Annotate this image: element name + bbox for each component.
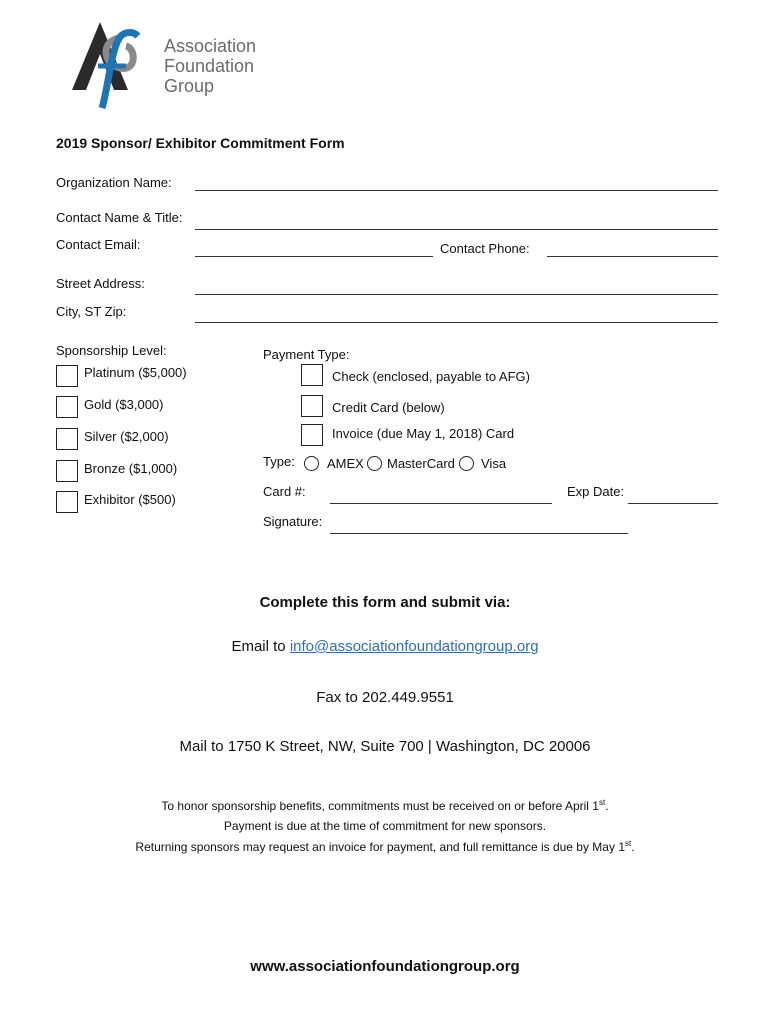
note-line-1-end: . bbox=[605, 799, 609, 813]
logo-text-line1: Association bbox=[164, 36, 257, 56]
payment-type-heading: Payment Type: bbox=[263, 347, 350, 362]
platinum-checkbox[interactable] bbox=[56, 365, 78, 387]
signature-field[interactable] bbox=[330, 533, 628, 534]
note-line-3-text: Returning sponsors may request an invoice for payment, and full remittance is due by May 1 bbox=[135, 840, 625, 854]
credit-card-checkbox[interactable] bbox=[301, 395, 323, 417]
amex-label: AMEX bbox=[327, 456, 364, 471]
platinum-label: Platinum ($5,000) bbox=[84, 365, 187, 380]
note-line-1-text: To honor sponsorship benefits, commitments must be received on or before April 1 bbox=[161, 799, 599, 813]
exp-date-label: Exp Date: bbox=[567, 484, 625, 499]
city-state-zip-field[interactable] bbox=[195, 322, 718, 323]
logo bbox=[62, 18, 272, 113]
contact-phone-field[interactable] bbox=[547, 256, 718, 257]
invoice-label: Invoice (due May 1, 2018) Card bbox=[332, 426, 515, 441]
bronze-checkbox[interactable] bbox=[56, 460, 78, 482]
bronze-label: Bronze ($1,000) bbox=[84, 461, 178, 476]
exhibitor-checkbox[interactable] bbox=[56, 491, 78, 513]
silver-checkbox[interactable] bbox=[56, 428, 78, 450]
invoice-checkbox[interactable] bbox=[301, 424, 323, 446]
mastercard-label: MasterCard bbox=[387, 456, 455, 471]
card-type-label: Type: bbox=[263, 454, 295, 469]
email-prefix: Email to bbox=[231, 638, 290, 655]
fax-line: Fax to 202.449.9551 bbox=[316, 689, 454, 706]
note-line-2: Payment is due at the time of commitment for new sponsors. bbox=[223, 819, 547, 833]
sponsorship-level-heading: Sponsorship Level: bbox=[56, 343, 167, 358]
organization-field[interactable] bbox=[195, 190, 718, 191]
visa-radio[interactable] bbox=[459, 456, 474, 471]
email-link[interactable]: info@associationfoundationgroup.org bbox=[289, 638, 539, 655]
exhibitor-label: Exhibitor ($500) bbox=[84, 492, 176, 507]
submit-heading: Complete this form and submit via: bbox=[259, 594, 511, 611]
amex-radio[interactable] bbox=[304, 456, 319, 471]
website-footer[interactable]: www.associationfoundationgroup.org bbox=[250, 958, 520, 975]
visa-label: Visa bbox=[481, 456, 507, 471]
silver-label: Silver ($2,000) bbox=[84, 429, 169, 444]
contact-name-field[interactable] bbox=[195, 229, 718, 230]
city-state-zip-label: City, ST Zip: bbox=[56, 304, 127, 319]
gold-label: Gold ($3,000) bbox=[84, 397, 164, 412]
contact-name-label: Contact Name & Title: bbox=[56, 210, 183, 225]
contact-phone-label: Contact Phone: bbox=[440, 241, 530, 256]
contact-email-field[interactable] bbox=[195, 256, 433, 257]
mastercard-radio[interactable] bbox=[367, 456, 382, 471]
note-line-3-sup: st bbox=[625, 839, 632, 848]
street-address-label: Street Address: bbox=[56, 276, 145, 291]
note-line-3-end: . bbox=[631, 840, 635, 854]
email-line bbox=[0, 638, 770, 655]
logo-text-line2: Foundation bbox=[164, 56, 255, 76]
logo-text-line3: Group bbox=[164, 76, 215, 96]
check-payment-label: Check (enclosed, payable to AFG) bbox=[332, 369, 530, 384]
note-line-1-sup: st bbox=[598, 798, 606, 807]
note-line-1 bbox=[0, 798, 770, 813]
gold-checkbox[interactable] bbox=[56, 396, 78, 418]
afg-monogram-icon bbox=[62, 18, 162, 113]
form-title: 2019 Sponsor/ Exhibitor Commitment Form bbox=[56, 135, 345, 151]
signature-label: Signature: bbox=[263, 514, 323, 529]
street-address-field[interactable] bbox=[195, 294, 718, 295]
contact-email-label: Contact Email: bbox=[56, 237, 141, 252]
note-line-3 bbox=[0, 839, 770, 854]
card-number-field[interactable] bbox=[330, 503, 552, 504]
mail-line: Mail to 1750 K Street, NW, Suite 700 | Washington, DC 20006 bbox=[179, 738, 591, 755]
organization-label: Organization Name: bbox=[56, 175, 172, 190]
exp-date-field[interactable] bbox=[628, 503, 718, 504]
credit-card-label: Credit Card (below) bbox=[332, 400, 445, 415]
card-number-label: Card #: bbox=[263, 484, 306, 499]
check-payment-checkbox[interactable] bbox=[301, 364, 323, 386]
